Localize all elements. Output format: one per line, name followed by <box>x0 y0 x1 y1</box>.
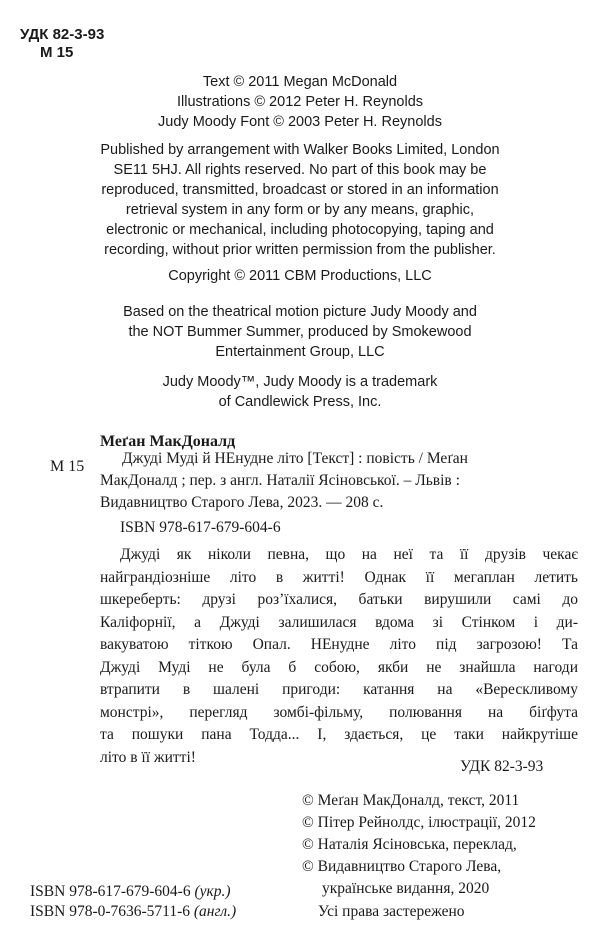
author-mark: М 15 <box>40 44 74 61</box>
trademark-line: Judy Moody™, Judy Moody is a trademark <box>162 374 438 390</box>
based-on-line: Based on the theatrical motion picture Judy Moody and <box>123 304 477 320</box>
based-on-line: Entertainment Group, LLC <box>215 344 385 360</box>
catalog-author: Меґан МакДоналд <box>100 433 236 450</box>
credit-line: © Видавництво Старого Лева, <box>302 858 502 875</box>
udk-header <box>20 26 104 62</box>
catalog-isbn: ISBN 978-617-679-604-6 <box>120 519 281 536</box>
isbn-number: ISBN 978-617-679-604-6 <box>30 883 191 900</box>
credit-line: українське видання, 2020 <box>322 880 490 897</box>
illustrations-copyright: Illustrations © 2012 Peter H. Reynolds <box>176 94 424 110</box>
annotation <box>100 544 578 769</box>
publishing-line: reproduced, transmitted, broadcast or stored in an information <box>101 182 499 198</box>
publishing-line: Published by arrangement with Walker Books Limited, London <box>100 142 500 158</box>
publishing-notice <box>0 140 600 260</box>
annotation-line: шкереберть: друзі роз’їхалися, батьки вирушили самі до <box>100 591 578 608</box>
udk-code: УДК 82-3-93 <box>20 26 105 43</box>
isbn-lang: (англ.) <box>193 903 237 920</box>
annotation-line: Джуді Муді не була б собою, якби не знайшла нагоди <box>100 658 578 676</box>
rights-reserved: Усі права застережено <box>318 903 465 920</box>
credit-line: © Меґан МакДоналд, текст, 2011 <box>302 792 520 809</box>
isbn-number: ISBN 978-0-7636-5711-6 <box>30 903 191 920</box>
publishing-line: SE11 5HJ. All rights reserved. No part of this book may be <box>113 162 487 178</box>
isbn-lang: (укр.) <box>194 883 231 900</box>
font-copyright: Judy Moody Font © 2003 Peter H. Reynolds <box>158 114 442 130</box>
based-on-line: the NOT Bummer Summer, produced by Smokewood <box>128 324 472 340</box>
copyright-credits <box>302 790 536 900</box>
annotation-line: вакуватою тіткою Опал. НЕнудне літо під загрозою! Та <box>100 636 578 653</box>
isbn-list <box>30 882 236 922</box>
isbn-english <box>30 902 236 922</box>
udk-bottom: УДК 82-3-93 <box>460 758 544 775</box>
text-copyright: Text © 2011 Megan McDonald <box>202 74 398 90</box>
annotation-line: найграндіозніше літо в житті! Однак її мегаплан летить <box>100 568 578 586</box>
credit-line: © Пітер Рейнолдс, ілюстрації, 2012 <box>302 814 536 831</box>
annotation-line: Каліфорнії, а Джуді залишилася вдома зі Стінком і ди- <box>100 613 578 631</box>
catalog-line: Джуді Муді й НЕнудне літо [Текст] : повість / Меґан <box>122 450 468 467</box>
publishing-line: recording, without prior written permission from the publisher. <box>104 242 496 258</box>
catalog-description <box>100 448 580 514</box>
annotation-line: втрапити в шалені пригоди: катання на «Верескливому <box>100 681 578 698</box>
copyright-block <box>0 72 600 132</box>
annotation-line: та пошуки пана Тодда... І, здається, це таки найкрутіше <box>100 726 578 743</box>
annotation-line: літо в її житті! <box>100 748 196 766</box>
catalog-line: Видавництво Старого Лева, 2023. — 208 с. <box>100 494 384 511</box>
catalog-line: МакДоналд ; пер. з англ. Наталії Ясіновської. – Львів : <box>100 472 460 489</box>
annotation-line: Джуді як ніколи певна, що на неї та її друзів чекає <box>120 546 578 563</box>
catalog-side-mark: М 15 <box>50 458 85 475</box>
trademark-line: of Candlewick Press, Inc. <box>218 394 382 410</box>
based-on-notice <box>0 302 600 362</box>
cbm-copyright: Copyright © 2011 CBM Productions, LLC <box>168 268 432 284</box>
trademark-notice <box>0 372 600 412</box>
credit-line: © Наталія Ясіновська, переклад, <box>302 836 517 853</box>
isbn-ukrainian <box>30 882 236 902</box>
publishing-line: retrieval system in any form or by any means, graphic, <box>125 202 475 218</box>
annotation-line: монстрі», перегляд зомбі-фільму, полювання на біґфута <box>100 703 578 721</box>
publishing-line: electronic or mechanical, including photocopying, taping and <box>106 222 494 238</box>
